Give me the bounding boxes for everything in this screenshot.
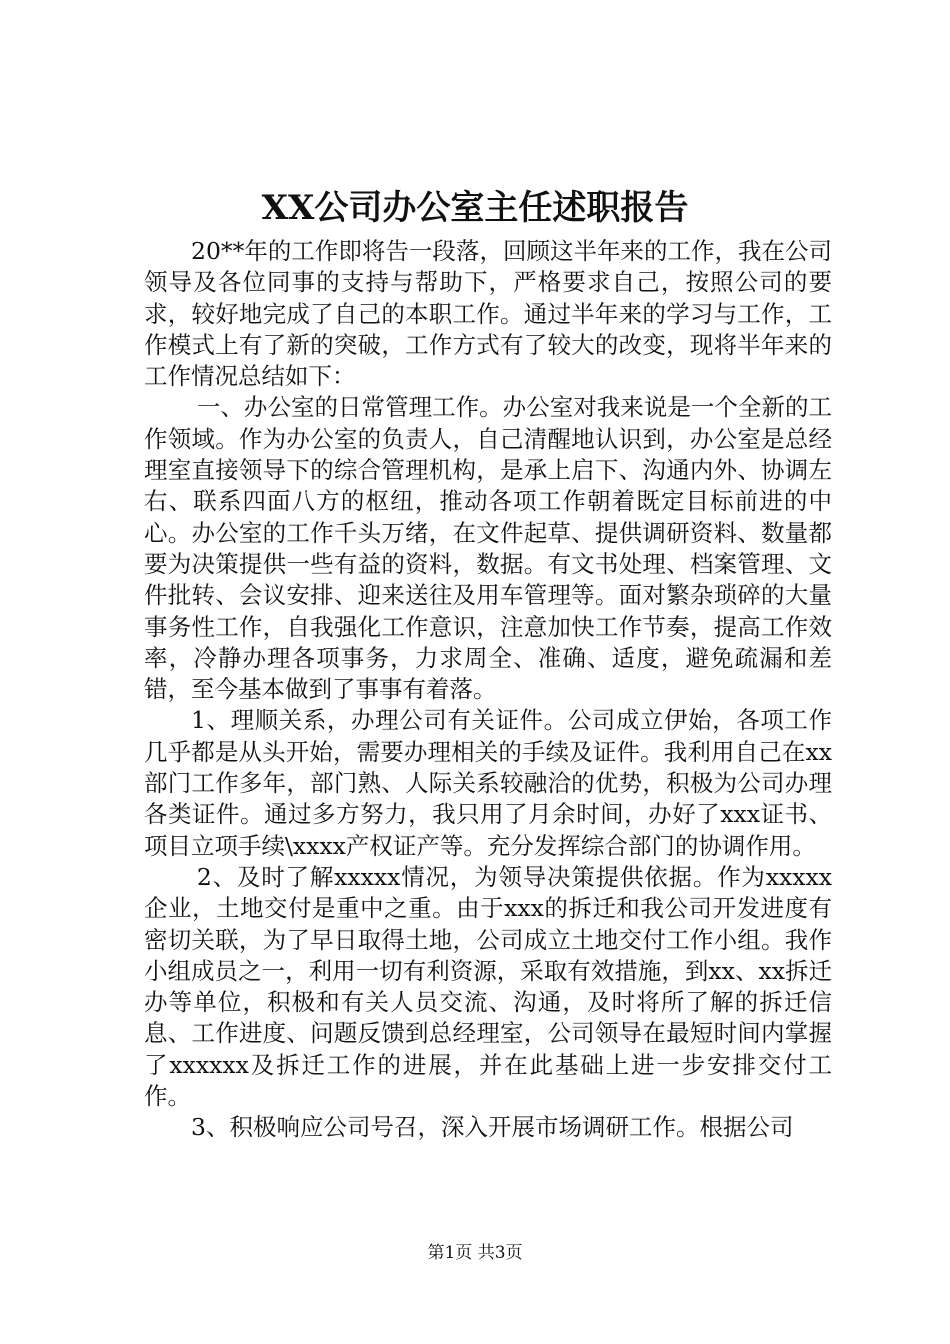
paragraph-intro: 20**年的工作即将告一段落，回顾这半年来的工作，我在公司领导及各位同事的支持与帮助下，严格要求自己，按照公司的要求，较好地完成了自己的本职工作。通过半年来的学习与工作，工作模式上有了新的突破，工作方式有了较大的改变，现将半年来的工作情况总结如下： — [144, 237, 832, 391]
paragraph-item-3: 3、积极响应公司号召，深入开展市场调研工作。根据公司 — [191, 1113, 794, 1142]
paragraph-item-1: 1、理顺关系，办理公司有关证件。公司成立伊始，各项工作几乎都是从头开始，需要办理相关的手续及证件。我利用自己在xx部门工作多年，部门熟、人际关系较融洽的优势，积极为公司办理各类证件。通过多方努力，我只用了月余时间，办好了xxx证书、项目立项手续\xxxx产权证产等。充分发挥综合部门的协调作用。 — [144, 706, 832, 860]
page-number-footer: 第1页 共3页 — [427, 1243, 523, 1263]
paragraph-section-1: 一、办公室的日常管理工作。办公室对我来说是一个全新的工作领域。作为办公室的负责人，自己清醒地认识到，办公室是总经理室直接领导下的综合管理机构，是承上启下、沟通内外、协调左右、联系四面八方的枢纽，推动各项工作朝着既定目标前进的中心。办公室的工作千头万绪，在文件起草、提供调研资料、数量都要为决策提供一些有益的资料，数据。有文书处理、档案管理、文件批转、会议安排、迎来送往及用车管理等。面对繁杂琐碎的大量事务性工作，自我强化工作意识，注意加快工作节奏，提高工作效率，冷静办理各项事务，力求周全、准确、适度，避免疏漏和差错，至今基本做到了事事有着落。 — [144, 393, 832, 704]
paragraph-item-2: 2、及时了解xxxxx情况，为领导决策提供依据。作为xxxxx企业，土地交付是重中之重。由于xxx的拆迁和我公司开发进度有密切关联，为了早日取得土地，公司成立土地交付工作小组。我作小组成员之一，利用一切有利资源，采取有效措施，到xx、xx拆迁办等单位，积极和有关人员交流、沟通，及时将所了解的拆迁信息、工作进度、问题反馈到总经理室，公司领导在最短时间内掌握了xxxxxx及拆迁工作的进展，并在此基础上进一步安排交付工作。 — [144, 862, 832, 1111]
document-body — [144, 236, 832, 1144]
document-title: XX公司办公室主任述职报告 — [261, 188, 689, 228]
